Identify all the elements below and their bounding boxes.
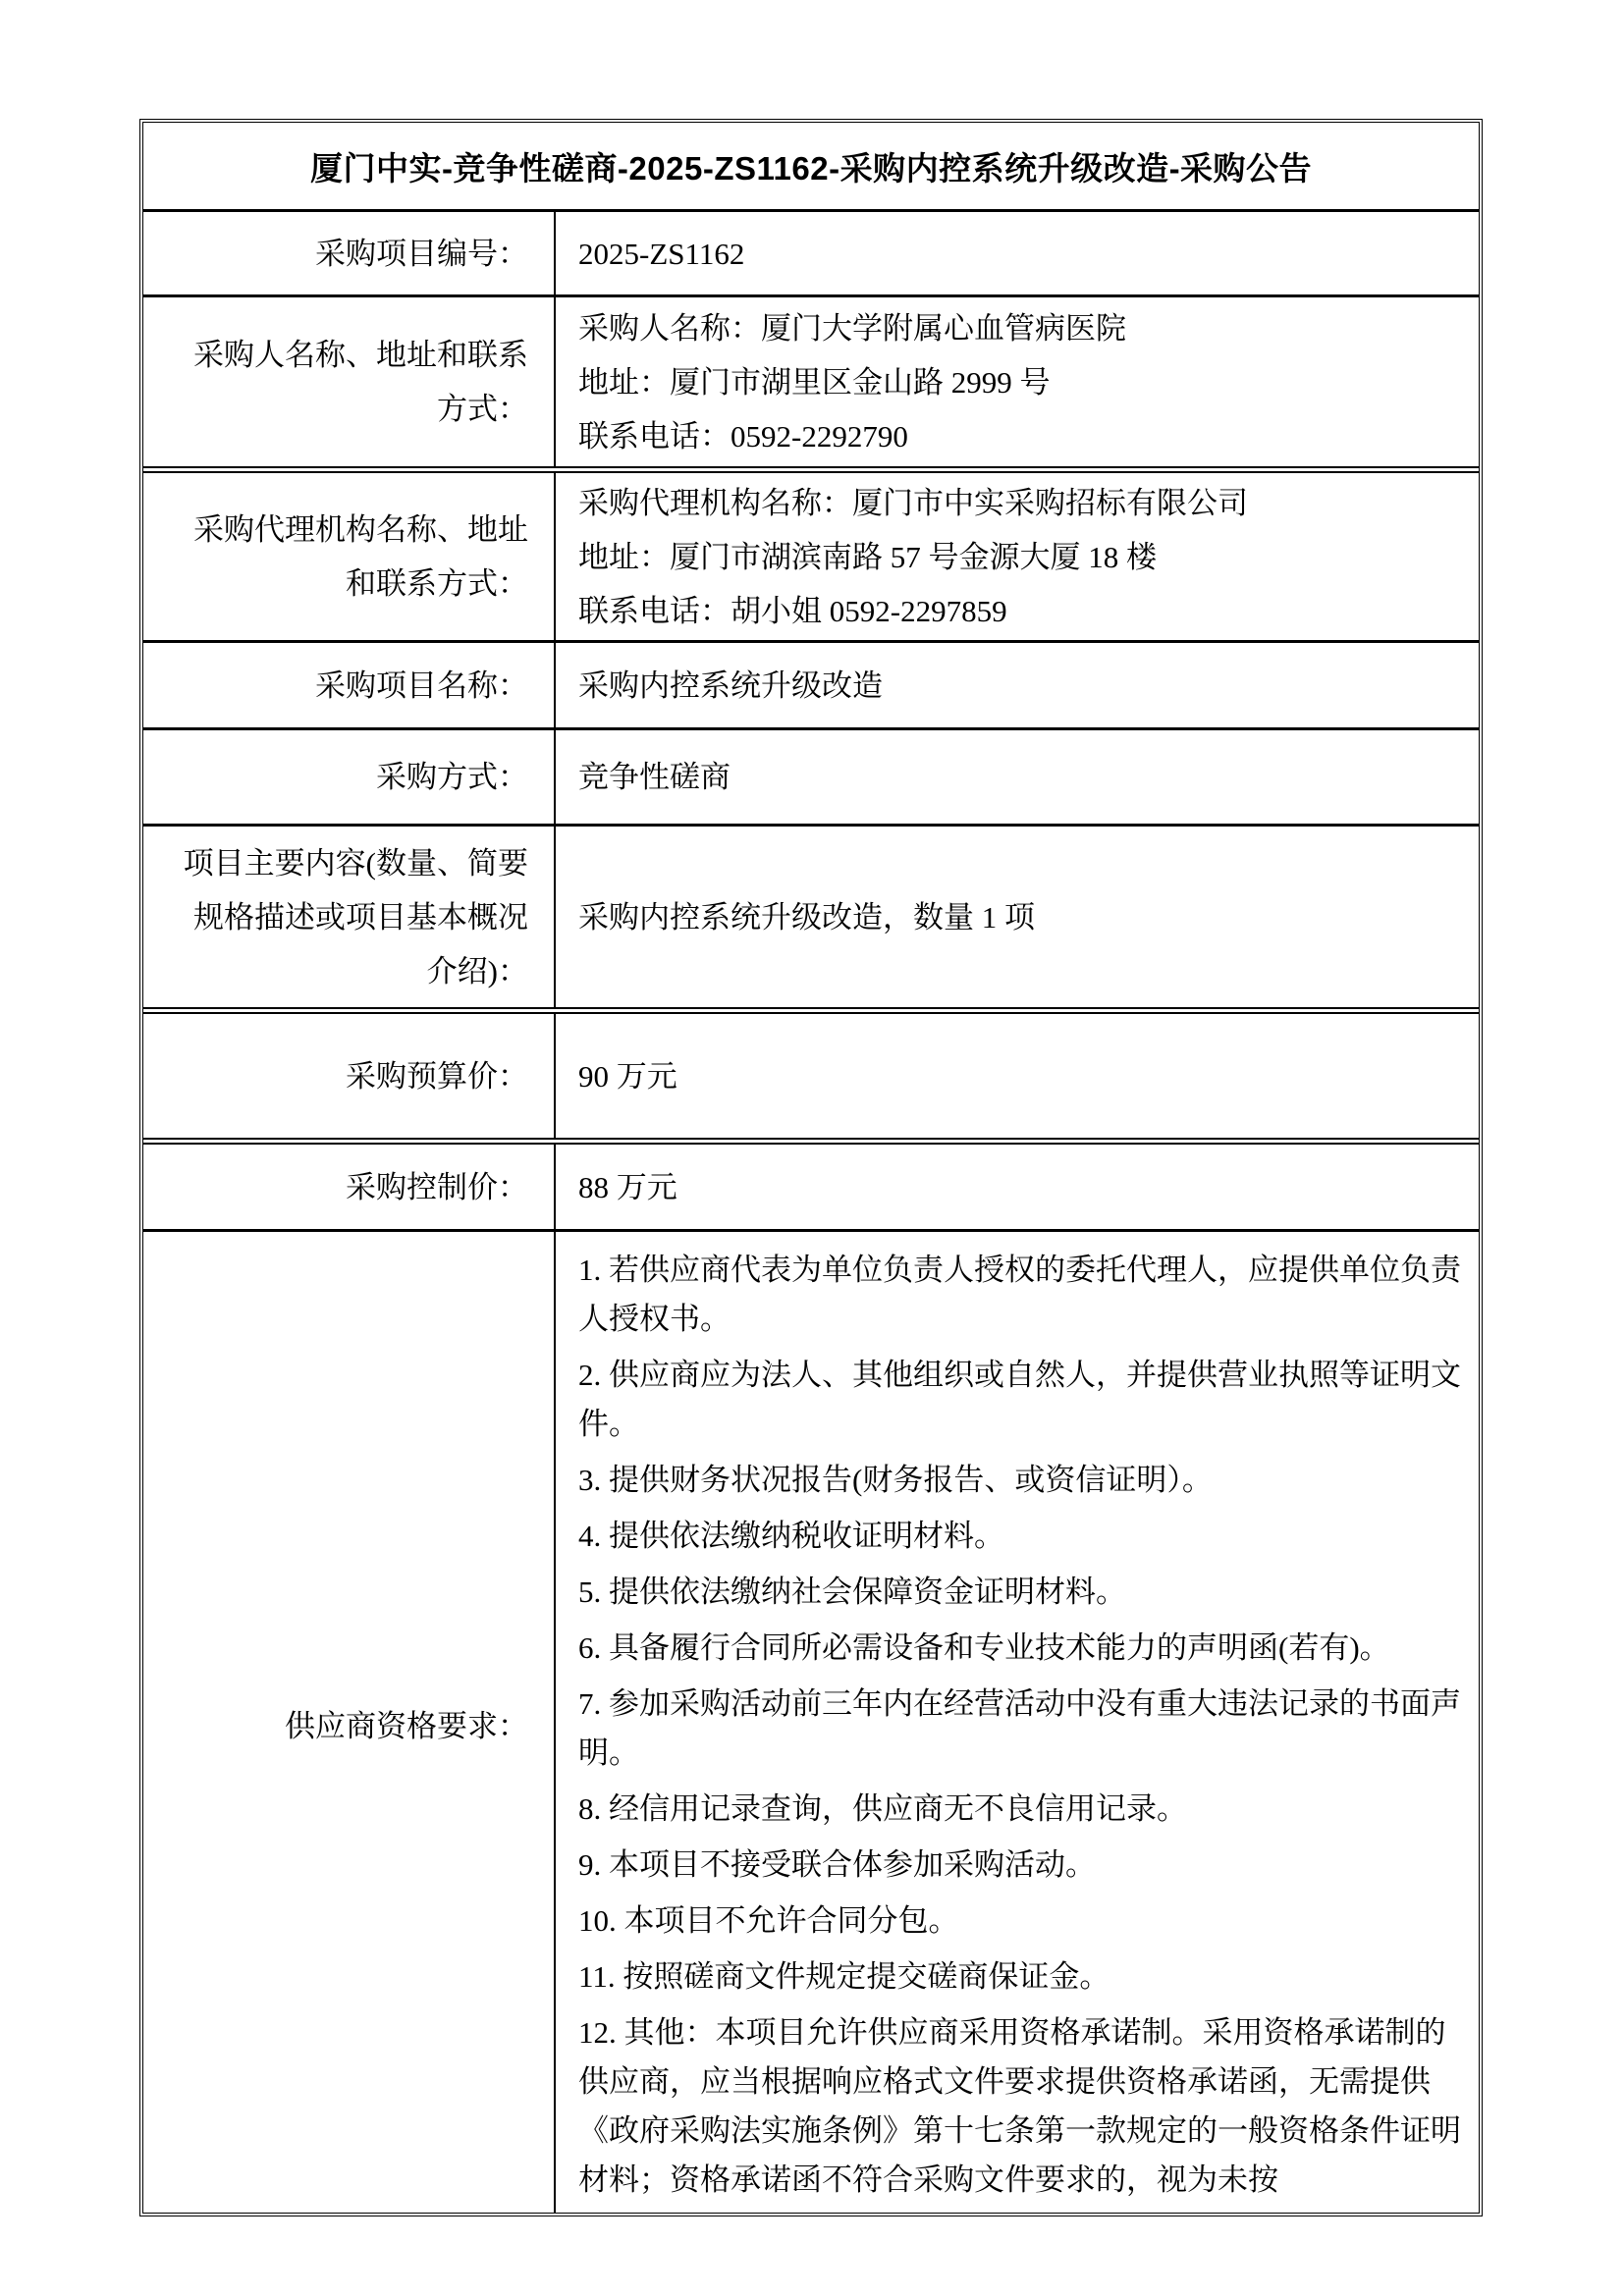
row-main-content [143, 824, 1479, 1007]
row-budget-price [143, 1007, 1479, 1138]
field-label [143, 1145, 556, 1229]
procurement-notice-table [139, 119, 1483, 2216]
field-value [556, 1232, 1479, 2216]
value-line: 采购代理机构名称：厦门市中实采购招标有限公司 [578, 485, 1248, 520]
requirement-item: 1. 若供应商代表为单位负责人授权的委托代理人，应提供单位负责人授权书。 [578, 1253, 1461, 1336]
field-label-text: 项目主要内容(数量、简要规格描述或项目基本概况介绍)： [183, 845, 528, 988]
field-label [143, 1232, 556, 2216]
field-label-text: 采购预算价： [346, 1058, 528, 1094]
requirement-item: 8. 经信用记录查询，供应商无不良信用记录。 [578, 1791, 1187, 1826]
field-label-text: 采购方式： [376, 760, 528, 794]
field-label-text: 供应商资格要求： [285, 1709, 528, 1743]
row-purchaser-info [143, 294, 1479, 466]
notice-title-row [143, 123, 1479, 209]
field-label [143, 212, 556, 294]
requirement-item: 6. 具备履行合同所必需设备和专业技术能力的声明函(若有)。 [578, 1630, 1390, 1665]
requirement-item: 12. 其他：本项目允许供应商采用资格承诺制。采用资格承诺制的供应商，应当根据响应格式文件要求提供资格承诺函，无需提供《政府采购法实施条例》第十七条第一款规定的一般资格条件证明材料；资格承诺函不符合采购文件要求的，视为未按 [578, 2015, 1461, 2197]
row-control-price [143, 1138, 1479, 1229]
requirement-item: 11. 按照磋商文件规定提交磋商保证金。 [578, 1959, 1110, 1994]
field-value [556, 1145, 1479, 1229]
row-agency-info [143, 466, 1479, 640]
row-supplier-qualifications [143, 1229, 1479, 2216]
value-line: 地址：厦门市湖里区金山路 2999 号 [578, 364, 1051, 400]
value-line: 地址：厦门市湖滨南路 57 号金源大厦 18 楼 [578, 539, 1157, 574]
requirement-item: 9. 本项目不接受联合体参加采购活动。 [578, 1847, 1096, 1882]
field-label-text: 采购控制价： [346, 1169, 528, 1204]
field-label [143, 1014, 556, 1138]
row-project-number [143, 209, 1479, 294]
value-line: 采购人名称：厦门大学附属心血管病医院 [578, 310, 1126, 346]
field-label-text: 采购人名称、地址和联系方式： [193, 338, 528, 426]
requirement-item: 2. 供应商应为法人、其他组织或自然人，并提供营业执照等证明文件。 [578, 1358, 1461, 1441]
field-label [143, 297, 556, 466]
notice-title: 厦门中实-竞争性磋商-2025-ZS1162-采购内控系统升级改造-采购公告 [309, 149, 1313, 187]
value-line: 采购内控系统升级改造 [578, 667, 883, 703]
field-value [556, 1014, 1479, 1138]
value-line: 联系电话：0592-2292790 [578, 418, 908, 454]
field-value [556, 297, 1479, 466]
field-value [556, 212, 1479, 294]
value-line: 竞争性磋商 [578, 760, 731, 794]
field-label-text: 采购代理机构名称、地址和联系方式： [193, 512, 528, 601]
field-value [556, 827, 1479, 1007]
value-line: 联系电话：胡小姐 0592-2297859 [578, 593, 1007, 628]
value-line: 2025-ZS1162 [578, 236, 745, 271]
field-value [556, 473, 1479, 640]
row-project-name [143, 640, 1479, 727]
field-label-text: 采购项目编号： [315, 236, 528, 271]
field-label [143, 827, 556, 1007]
value-line: 90 万元 [578, 1058, 677, 1094]
requirement-item: 4. 提供依法缴纳税收证明材料。 [578, 1519, 1004, 1553]
field-label [143, 473, 556, 640]
requirement-item: 5. 提供依法缴纳社会保障资金证明材料。 [578, 1575, 1126, 1609]
field-label-text: 采购项目名称： [315, 667, 528, 703]
requirement-item: 7. 参加采购活动前三年内在经营活动中没有重大违法记录的书面声明。 [578, 1686, 1461, 1770]
field-label [143, 643, 556, 727]
value-line: 88 万元 [578, 1169, 677, 1204]
value-line: 采购内控系统升级改造，数量 1 项 [578, 899, 1035, 934]
field-label [143, 730, 556, 824]
requirement-item: 10. 本项目不允许合同分包。 [578, 1903, 959, 1938]
field-value [556, 643, 1479, 727]
field-value [556, 730, 1479, 824]
requirement-item: 3. 提供财务状况报告(财务报告、或资信证明）。 [578, 1463, 1213, 1497]
row-procurement-method [143, 727, 1479, 824]
